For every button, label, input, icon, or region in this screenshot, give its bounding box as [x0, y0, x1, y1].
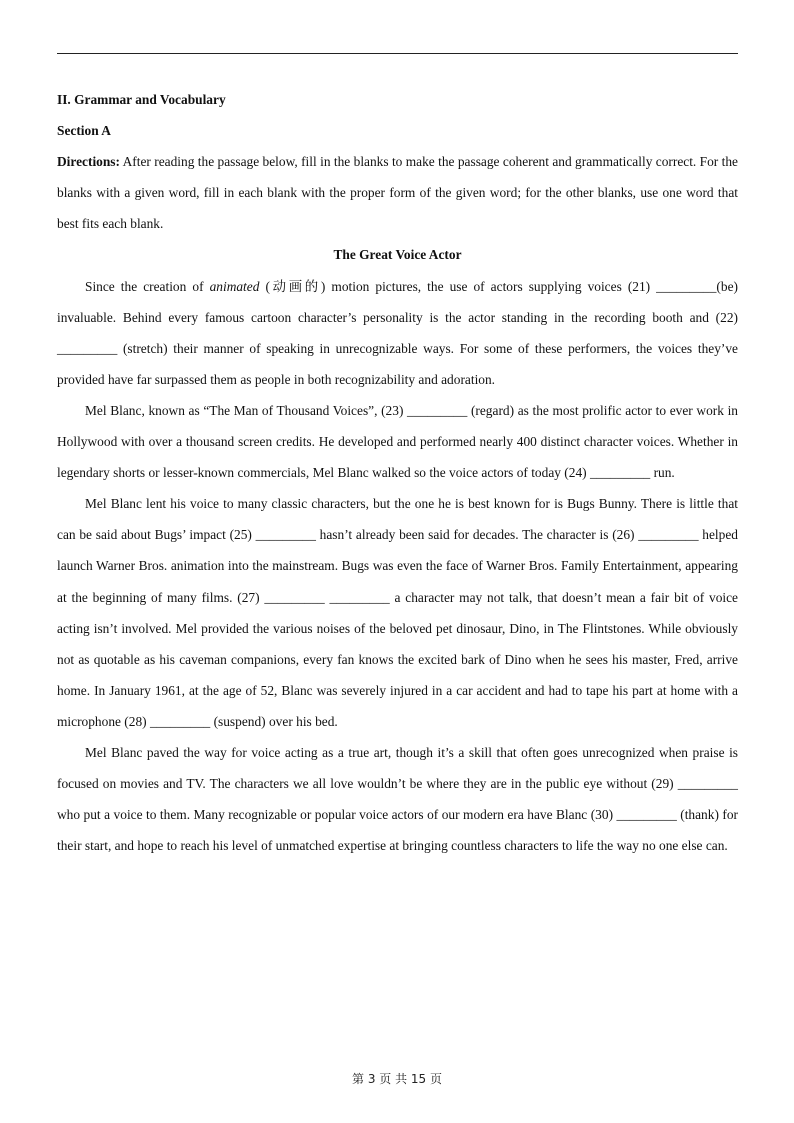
page-number: 第 3 页 共 15 页 — [352, 1072, 442, 1086]
page-content — [57, 84, 738, 861]
paragraph-1-italic-word: animated — [209, 278, 260, 294]
passage-title: The Great Voice Actor — [333, 247, 462, 263]
directions-label: Directions: — [57, 154, 120, 170]
paragraph-2: Mel Blanc, known as “The Man of Thousand Voices”, (23) _________ (regard) as the most prolific actor to ever work in Hollywood with over a thousand screen credits. He developed and performed nearly 400 distinct character voices. Whether in legendary shorts or lesser-known commercials, Mel Blanc walked so the voice actors of today (24) _________ run. — [57, 402, 738, 481]
directions — [57, 146, 738, 239]
paragraph-1-rest: (动画的) motion pictures, the use of actors supplying voices (21) _________(be) invaluable. Behind every famous cartoon character’s personality is the actor standing in the recording booth and (22) _________ (stretch) their manner of speaking in unrecognizable ways. For some of these performers, the voices they’ve provided have far surpassed them as people in both recognizability and adoration. — [57, 278, 738, 387]
paragraph-4: Mel Blanc paved the way for voice acting as a true art, though it’s a skill that often goes unrecognized when praise is focused on movies and TV. The characters we all love wouldn’t be where they are in the public eye without (29) _________ who put a voice to them. Many recognizable or popular voice actors of our modern era have Blanc (30) _________ (thank) for their start, and hope to reach his level of unmatched expertise at bringing countless characters to life the way no one else can. — [57, 744, 738, 854]
paragraph-1 — [57, 271, 738, 395]
directions-text: After reading the passage below, fill in the blanks to make the passage coherent and grammatically correct. For the blanks with a given word, fill in each blank with the proper form of the given word; for the other blanks, use one word that best fits each blank. — [57, 154, 738, 232]
paragraph-1-start: Since the creation of — [85, 278, 210, 294]
header-rule — [57, 53, 738, 54]
section-title: Section A — [57, 123, 111, 139]
part-title: II. Grammar and Vocabulary — [57, 92, 226, 107]
paragraph-3: Mel Blanc lent his voice to many classic characters, but the one he is best known for is Bugs Bunny. There is little that can be said about Bugs’ impact (25) _________ hasn’t already been said for decades. The character is (26) _________ helped launch Warner Bros. animation into the mainstream. Bugs was even the face of Warner Bros. Family Entertainment, appearing at the beginning of many films. (27) _________ _________ a character may not talk, that doesn’t mean a fair bit of voice acting isn’t involved. Mel provided the various noises of the beloved pet dinosaur, Dino, in The Flintstones. While obviously not as quotable as his caveman companions, every fan knows the excited bark of Dino when he sees his master, Fred, arrive home. In January 1961, at the age of 52, Blanc was severely injured in a car accident and had to tape his part at home with a microphone (28) _________ (suspend) over his bed. — [57, 496, 738, 729]
